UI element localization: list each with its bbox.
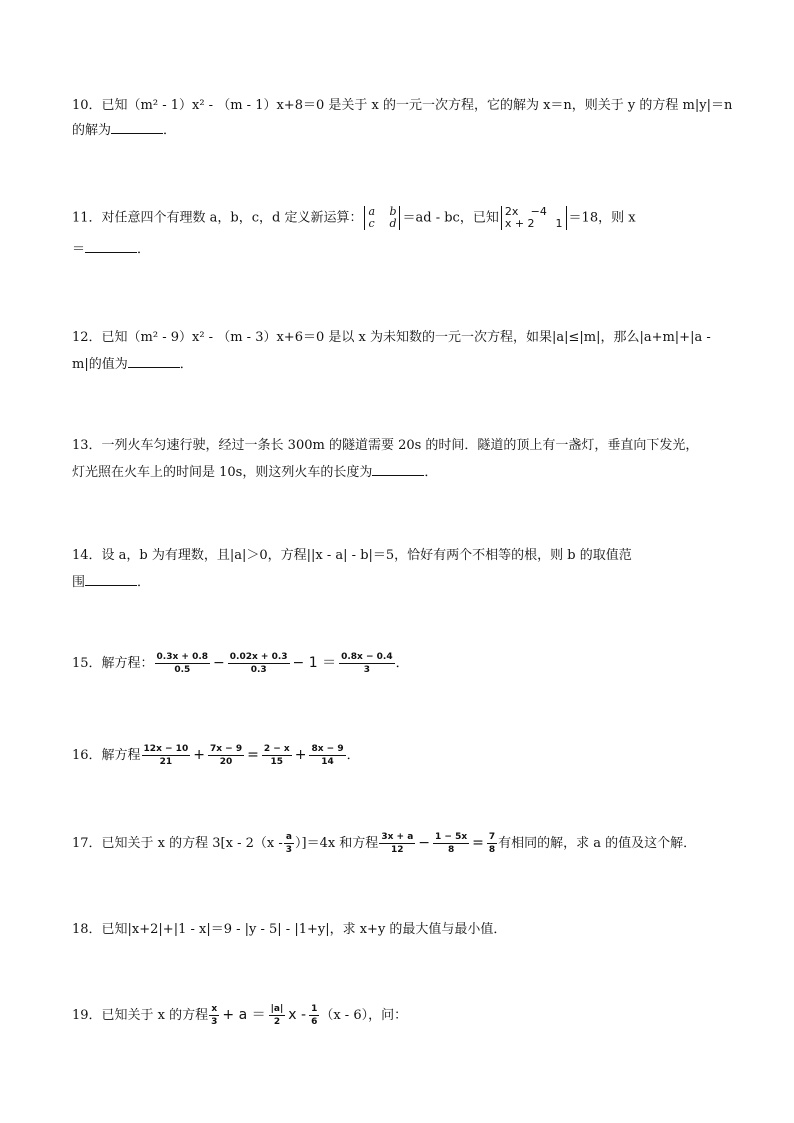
answer-blank [372, 463, 424, 476]
question-11-prefix: 11．对任意四个有理数 a，b，c，d 定义新运算： [72, 210, 363, 226]
question-11-line2: ＝ [72, 242, 86, 257]
fraction: $\frac{|a|}{2}$ [270, 1004, 284, 1027]
question-15: 15．解方程： $\frac{0.3x + 0.8}{0.5}$ − $\frac{0.02x + 0.3}{0.3}$ − 1 ＝ $\frac{0.8x - 0.4}{3}$ ． [72, 652, 409, 675]
fraction: $\frac{7x - 9}{20}$ [209, 744, 243, 767]
question-12-line1: 12．已知（m² - 9）x² - （m - 3）x+6＝0 是以 x 为未知数的一元一次方程，如果|a|≤|m|，那么|a+m|+|a - [72, 330, 711, 345]
fraction: $\frac{1}{6}$ [311, 1004, 318, 1027]
question-19-prefix: 19．已知关于 x 的方程 [72, 1008, 209, 1023]
fraction: $\frac{0.3x + 0.8}{0.5}$ [156, 652, 209, 675]
question-14-line2: 围 [72, 575, 86, 590]
fraction: $\frac{x}{3}$ [211, 1004, 218, 1027]
question-18 [72, 920, 732, 939]
question-10: 10．已知（m² - 1）x² - （m - 1）x+8＝0 是关于 x 的一元一次方程，它的解为 x＝n，则关于 y 的方程 m|y|＝n 的解为 ． [72, 98, 733, 138]
fraction: $\frac{0.02x + 0.3}{0.3}$ [229, 652, 288, 675]
question-13: 13．一列火车匀速行驶，经过一条长 300m 的隧道需要 20s 的时间．隧道的顶上有一盏灯，垂直向下发光， 灯光照在火车上的时间是 10s，则这列火车的长度为 ． [72, 436, 732, 482]
question-15-prefix: 15．解方程： [72, 656, 154, 671]
question-11-mid: ＝ad - bc，已知 [402, 210, 499, 226]
question-16: 16．解方程 $\frac{12x - 10}{21}$ + $\frac{7x - 9}{20}$ = $\frac{2 - x}{15}$ + $\frac{8x - 9}{14}$ ． [72, 744, 360, 767]
question-11: 11．对任意四个有理数 a，b，c，d 定义新运算： a b c d ＝ad - bc，已知 2x −4 x + 2 1 ＝18，则 x ＝ ． [72, 205, 636, 257]
fraction: $\frac{3x + a}{12}$ [381, 832, 414, 855]
question-17: 17．已知关于 x 的方程 3[x - 2（x - $\frac{a}{3}$ ）]＝4x 和方程 $\frac{3x + a}{12}$ − $\frac{1 - 5x}{8}$ = $\frac{7}{8}$ 有相同的解，求 a 的值及这个解． [72, 832, 697, 855]
fraction: $\frac{2 - x}{15}$ [263, 744, 290, 767]
fraction: $\frac{a}{3}$ [285, 832, 292, 855]
question-11-suffix: ＝18，则 x [568, 210, 636, 226]
fraction: $\frac{1 - 5x}{8}$ [435, 832, 468, 855]
question-12-line2: m|的值为 [72, 357, 128, 372]
question-17-prefix: 17．已知关于 x 的方程 3[x - 2（x - [72, 836, 283, 851]
answer-blank [128, 355, 180, 368]
question-14-line1: 14．设 a，b 为有理数，且|a|＞0，方程||x - a| - b|＝5，恰好有两个不相等的根，则 b 的取值范 [72, 548, 632, 563]
answer-blank [85, 573, 137, 586]
question-17-mid: ）]＝4x 和方程 [295, 836, 379, 851]
question-19: 19．已知关于 x 的方程 $\frac{x}{3}$ + a ＝ $\frac{|a|}{2}$ x - $\frac{1}{6}$ （x - 6），问： [72, 1004, 408, 1027]
question-13-line1: 13．一列火车匀速行驶，经过一条长 300m 的隧道需要 20s 的时间．隧道的顶上有一盏灯，垂直向下发光， [72, 438, 699, 453]
answer-blank [85, 240, 137, 253]
question-10-line2: 的解为 [72, 123, 112, 138]
fraction: $\frac{12x - 10}{21}$ [143, 744, 189, 767]
question-19-suffix: （x - 6），问： [320, 1008, 408, 1023]
question-17-suffix: 有相同的解，求 a 的值及这个解． [498, 836, 697, 851]
question-10-line1: 10．已知（m² - 1）x² - （m - 1）x+8＝0 是关于 x 的一元一次方程，它的解为 x＝n，则关于 y 的方程 m|y|＝n [72, 98, 733, 113]
fraction: $\frac{7}{8}$ [488, 832, 496, 855]
determinant-given: 2x −4 x + 2 1 [501, 206, 567, 230]
fraction: $\frac{8x - 9}{14}$ [311, 744, 344, 767]
question-18-line1: 18．已知|x+2|+|1 - x|＝9 - |y - 5| - |1+y|，求 x+y 的最大值与最小值． [72, 922, 507, 937]
fraction: $\frac{0.8x - 0.4}{3}$ [341, 652, 393, 675]
determinant-definition: a b c d [364, 206, 400, 230]
answer-blank [111, 121, 163, 134]
question-13-line2: 灯光照在火车上的时间是 10s，则这列火车的长度为 [72, 465, 373, 480]
question-16-prefix: 16．解方程 [72, 748, 141, 763]
question-12: 12．已知（m² - 9）x² - （m - 3）x+6＝0 是以 x 为未知数的一元一次方程，如果|a|≤|m|，那么|a+m|+|a - m|的值为 ． [72, 328, 732, 374]
question-14: 14．设 a，b 为有理数，且|a|＞0，方程||x - a| - b|＝5，恰好有两个不相等的根，则 b 的取值范 围 ． [72, 546, 732, 592]
